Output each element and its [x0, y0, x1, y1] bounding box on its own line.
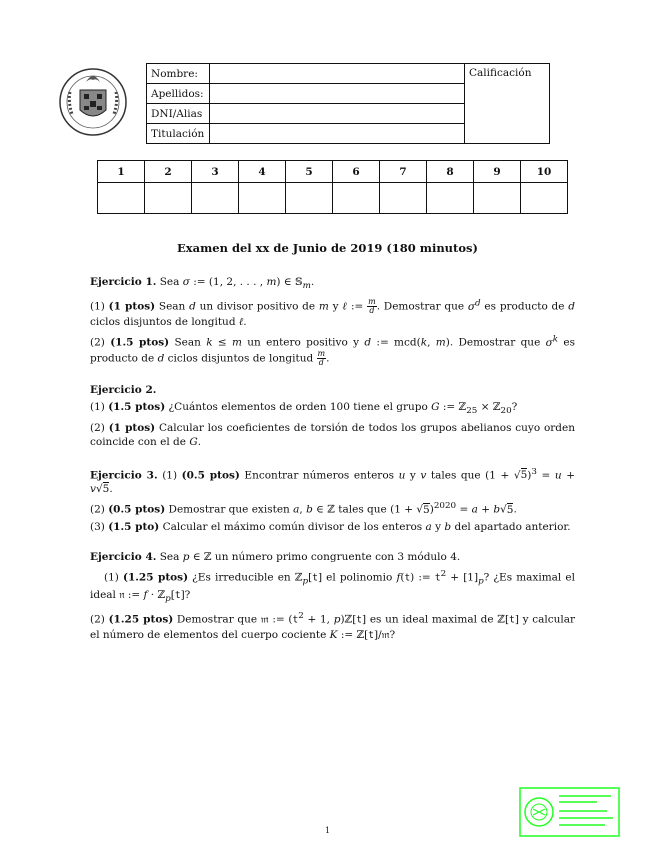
score-cell[interactable] [98, 183, 145, 214]
score-header: 1 [98, 161, 145, 183]
score-cell[interactable] [192, 183, 239, 214]
exercise-2 [90, 383, 575, 449]
exercise-2-part-2: (2) (1 ptos) Calcular los coeficientes de torsión de todos los grupos abelianos cuyo orden coincide con el de G. [90, 421, 575, 448]
exercise-3-part-3: (3) (1.5 pto) Calcular el máximo común divisor de los enteros a y b del apartado anterior. [90, 520, 571, 533]
score-header: 8 [427, 161, 474, 183]
exercise-2-part-1: (1) (1.5 ptos) ¿Cuántos elementos de orden 100 tiene el grupo G := ℤ$_{25}$ × ℤ$_{20}$? [90, 400, 518, 416]
exercise-1-statement: Ejercicio 1. Sea σ := (1, 2, . . . , m) ∈ 𝕊$_m$. [90, 276, 315, 292]
nombre-field[interactable] [210, 64, 465, 84]
apellidos-label: Apellidos: [147, 84, 210, 104]
exercise-4-part-2: (2) (1.25 ptos) Demostrar que 𝔪 := ($t^2 + 1$, p)ℤ[t] es un ideal maximal de ℤ[t] y calcular el número de elementos del cuerpo cociente K := ℤ[t]/𝔪? [90, 611, 575, 641]
exercise-2-statement [90, 383, 575, 397]
titulacion-label: Titulación [147, 124, 210, 144]
score-cell[interactable] [286, 183, 333, 214]
exercise-1-part-2: (2) (1.5 ptos) Sean k ≤ m un entero positivo y d := mcd(k, m). Demostrar que $\sigma^k$ es producto de d ciclos disjuntos de longitud $\frac{m}{d}$ . [90, 334, 576, 367]
score-cell[interactable] [239, 183, 286, 214]
score-grid [97, 160, 568, 214]
score-cell[interactable] [145, 183, 192, 214]
titulacion-field[interactable] [210, 124, 465, 144]
dni-label: DNI/Alias [147, 104, 210, 124]
score-cell[interactable] [474, 183, 521, 214]
exercise-2-title: Ejercicio 2. [90, 383, 157, 396]
calificacion-cell: Calificación [465, 64, 550, 144]
university-seal-logo [58, 62, 128, 138]
exercise-4 [90, 550, 575, 643]
page-number: 1 [324, 826, 331, 835]
score-header: 4 [239, 161, 286, 183]
score-header: 5 [286, 161, 333, 183]
exercise-3-part-2: (2) (0.5 ptos) Demostrar que existen a, b ∈ ℤ tales que $(1 + √5)^{2020} = a + b√5$. [90, 501, 517, 516]
exercise-1-part-1: (1) (1 ptos) Sean d un divisor positivo de m y ℓ := $\frac{m}{d}$ . Demostrar que $\sigma^d$ es producto de d ciclos disjuntos de longitud ℓ. [90, 297, 576, 329]
exam-title: Examen del xx de Junio de 2019 (180 minutos) [177, 241, 478, 255]
exercise-1-title: Ejercicio 1. [90, 276, 157, 288]
score-cell[interactable] [380, 183, 427, 214]
exam-body [90, 275, 575, 646]
student-info-table [146, 63, 550, 144]
score-cell[interactable] [521, 183, 568, 214]
exercise-4-part-1: (1) (1.25 ptos) ¿Es irreducible en ℤ$_p$[t] el polinomio f(t) := $t^2 + [1]_p$? ¿Es maximal el ideal 𝔫 := f · ℤ$_p$[t]? [90, 568, 575, 605]
score-header: 7 [380, 161, 427, 183]
score-header: 10 [521, 161, 568, 183]
dni-field[interactable] [210, 104, 465, 124]
exercise-3 [90, 465, 575, 534]
exercise-3-title: Ejercicio 3. [90, 469, 158, 482]
exercise-4-statement: Ejercicio 4. Sea p ∈ ℤ un número primo congruente con 3 módulo 4. [90, 550, 461, 563]
score-header: 9 [474, 161, 521, 183]
exercise-1 [90, 275, 575, 367]
score-cell[interactable] [333, 183, 380, 214]
score-header: 3 [192, 161, 239, 183]
score-cell[interactable] [427, 183, 474, 214]
score-header: 6 [333, 161, 380, 183]
score-header: 2 [145, 161, 192, 183]
exercise-4-title: Ejercicio 4. [90, 550, 157, 563]
exercise-3-part-1: Ejercicio 3. (1) (0.5 ptos) Encontrar números enteros u y v tales que $(1 + √5)^3 = u + v√5$. [90, 466, 576, 496]
nombre-label: Nombre: [147, 64, 210, 84]
apellidos-field[interactable] [210, 84, 465, 104]
